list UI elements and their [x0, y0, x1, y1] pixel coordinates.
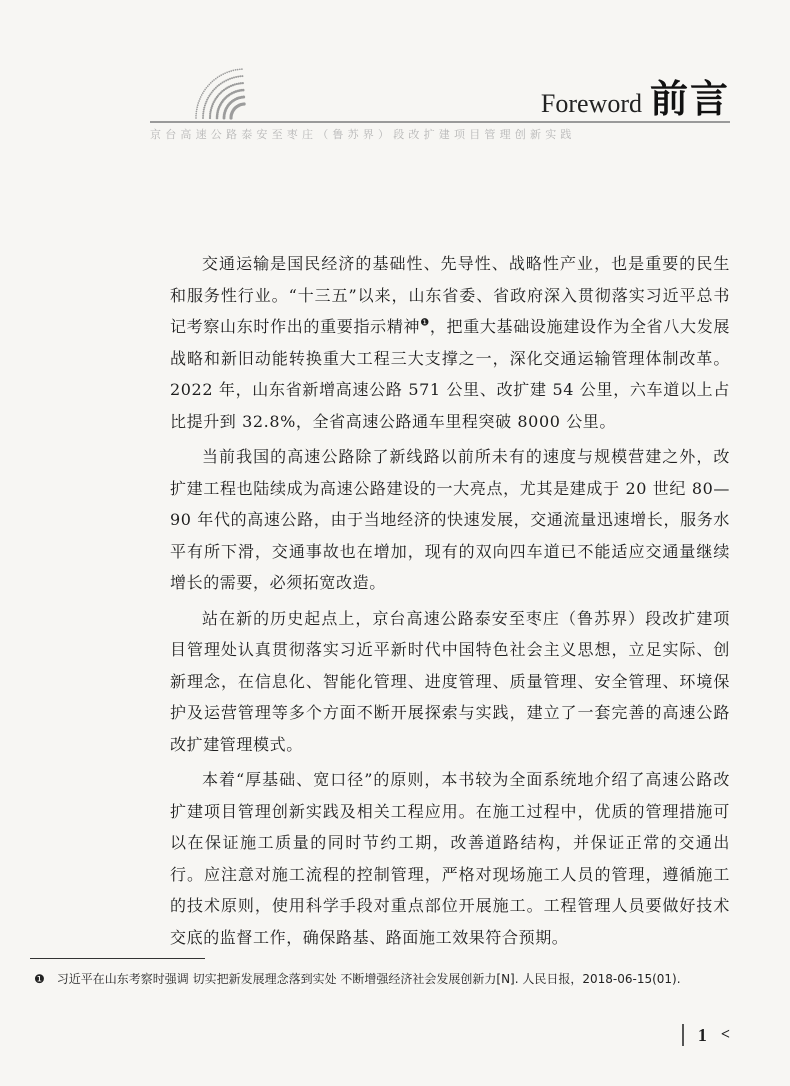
paragraph-1	[170, 248, 730, 437]
footnote	[30, 968, 730, 990]
page-number: 1	[697, 1024, 707, 1045]
running-header-book-title: 京台高速公路泰安至枣庄（鲁苏界）段改扩建项目管理创新实践	[150, 128, 576, 141]
footnote-divider	[30, 958, 205, 959]
title-english: Foreword	[540, 89, 642, 118]
title-chinese: 前言	[649, 77, 730, 121]
paragraph-1-text: 交通运输是国民经济的基础性、先导性、战略性产业，也是重要的民生和服务性行业。“十三五”以来，山东省委、省政府深入贯彻落实习近平总书记考察山东时作出的重要指示精神	[170, 254, 730, 336]
paragraph-2: 当前我国的高速公路除了新线路以前所未有的速度与规模营建之外，改扩建工程也陆续成为高速公路建设的一大亮点，尤其是建成于 20 世纪 80—90 年代的高速公路，由于当地经济的快速发展，交通流量迅速增长，服务水平有所下滑，交通事故也在增加，现有的双向四车道已不能适应交通量继续增长的需要，必须拓宽改造。	[170, 447, 730, 592]
page-number-block	[682, 1024, 730, 1046]
foreword-body	[170, 248, 730, 957]
header-divider	[150, 121, 730, 123]
page-arrow-icon: <	[720, 1026, 730, 1043]
paragraph-4: 本着“厚基础、宽口径”的原则，本书较为全面系统地介绍了高速公路改扩建项目管理创新实践及相关工程应用。在施工过程中，优质的管理措施可以在保证施工质量的同时节约工期，改善道路结构，并保证正常的交通出行。应注意对施工流程的控制管理，严格对现场施工人员的管理，遵循施工的技术原则，使用科学手段对重点部位开展施工。工程管理人员要做好技术交底的监督工作，确保路基、路面施工效果符合预期。	[170, 770, 730, 947]
page-separator	[682, 1024, 684, 1046]
footnote-text: 习近平在山东考察时强调 切实把新发展理念落到实处 不断增强经济社会发展创新力[N]. 人民日报，2018-06-15(01).	[56, 972, 681, 986]
footnote-mark-icon: ❶	[34, 972, 45, 986]
paragraph-1-text-after: ，把重大基础设施建设作为全省八大发展战略和新旧动能转换重大工程三大支撑之一，深化交通运输管理体制改革。2022 年，山东省新增高速公路 571 公里、改扩建 54 公里，六车道以上占比提升到 32.8%，全省高速公路通车里程突破 8000 公里。	[170, 317, 730, 431]
paragraph-3: 站在新的历史起点上，京台高速公路泰安至枣庄（鲁苏界）段改扩建项目管理处认真贯彻落实习近平新时代中国特色社会主义思想，立足实际、创新理念，在信息化、智能化管理、进度管理、质量管理、安全管理、环境保护及运营管理等多个方面不断开展探索与实践，建立了一套完善的高速公路改扩建管理模式。	[170, 608, 730, 754]
dotted-arc-logo	[150, 60, 290, 120]
footnote-ref-icon: ❶	[420, 317, 430, 329]
page-header-title	[541, 68, 730, 123]
